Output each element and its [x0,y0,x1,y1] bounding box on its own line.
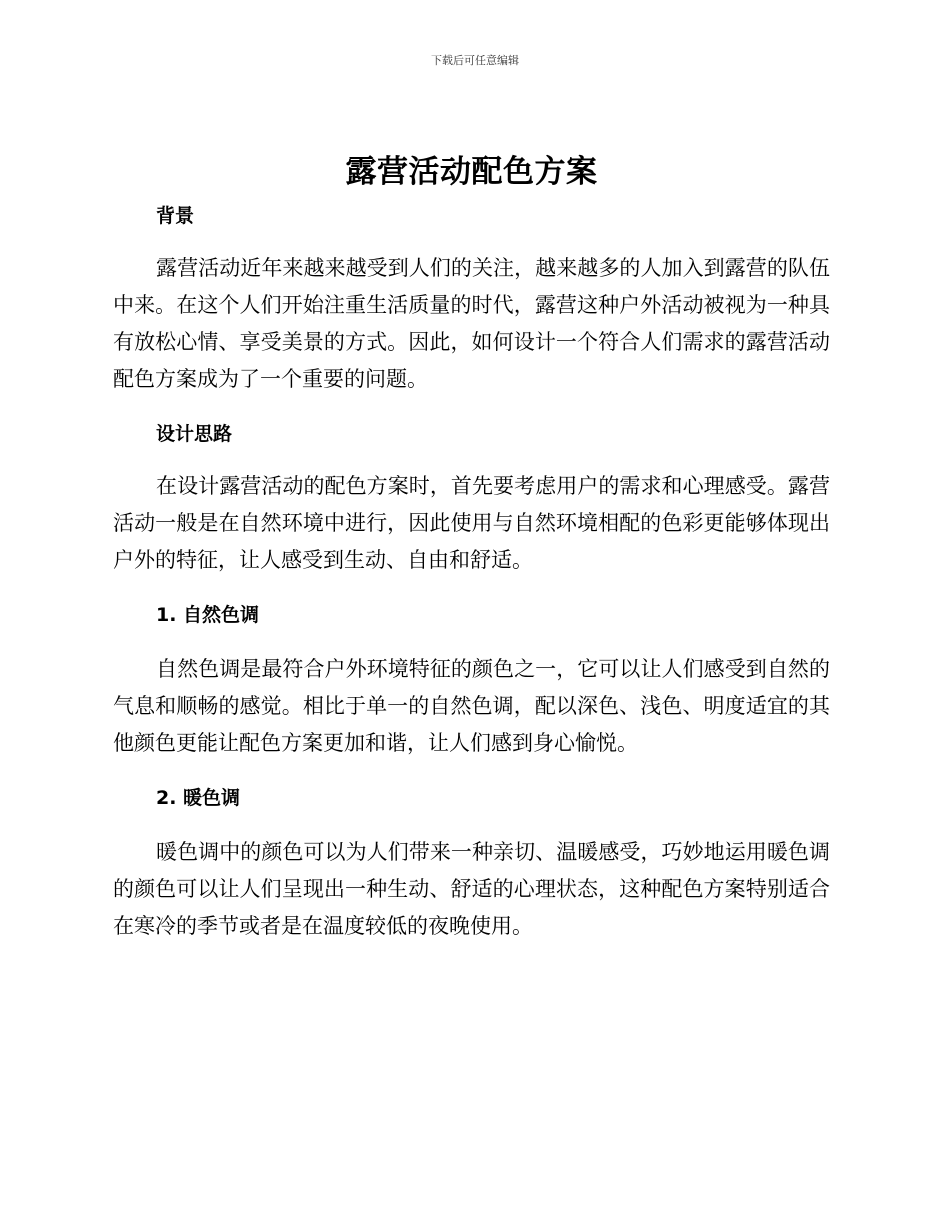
section-heading-natural-tones: 1. 自然色调 [156,604,260,626]
section-heading-design-approach: 设计思路 [156,423,233,445]
section-paragraph-natural-tones: 自然色调是最符合户外环境特征的颜色之一，它可以让人们感受到自然的气息和顺畅的感觉。相比于单一的自然色调，配以深色、浅色、明度适宜的其他颜色更能让配色方案更加和谐，让人们感到身心愉悦。 [113,657,830,755]
header-note: 下载后可任意编辑 [431,54,519,67]
section-paragraph-background: 露营活动近年来越来越受到人们的关注，越来越多的人加入到露营的队伍中来。在这个人们开始注重生活质量的时代，露营这种户外活动被视为一种具有放松心情、享受美景的方式。因此，如何设计一个符合人们需求的露营活动配色方案成为了一个重要的问题。 [113,256,830,391]
document-body [113,150,830,945]
section-heading-warm-tones: 2. 暖色调 [156,787,241,809]
section-heading-background: 背景 [156,205,195,227]
section-paragraph-warm-tones: 暖色调中的颜色可以为人们带来一种亲切、温暖感受，巧妙地运用暖色调的颜色可以让人们呈现出一种生动、舒适的心理状态，这种配色方案特别适合在寒冷的季节或者是在温度较低的夜晚使用。 [113,840,830,938]
section-paragraph-design-approach: 在设计露营活动的配色方案时，首先要考虑用户的需求和心理感受。露营活动一般是在自然环境中进行，因此使用与自然环境相配的色彩更能够体现出户外的特征，让人感受到生动、自由和舒适。 [113,474,830,572]
document-title: 露营活动配色方案 [345,154,598,190]
